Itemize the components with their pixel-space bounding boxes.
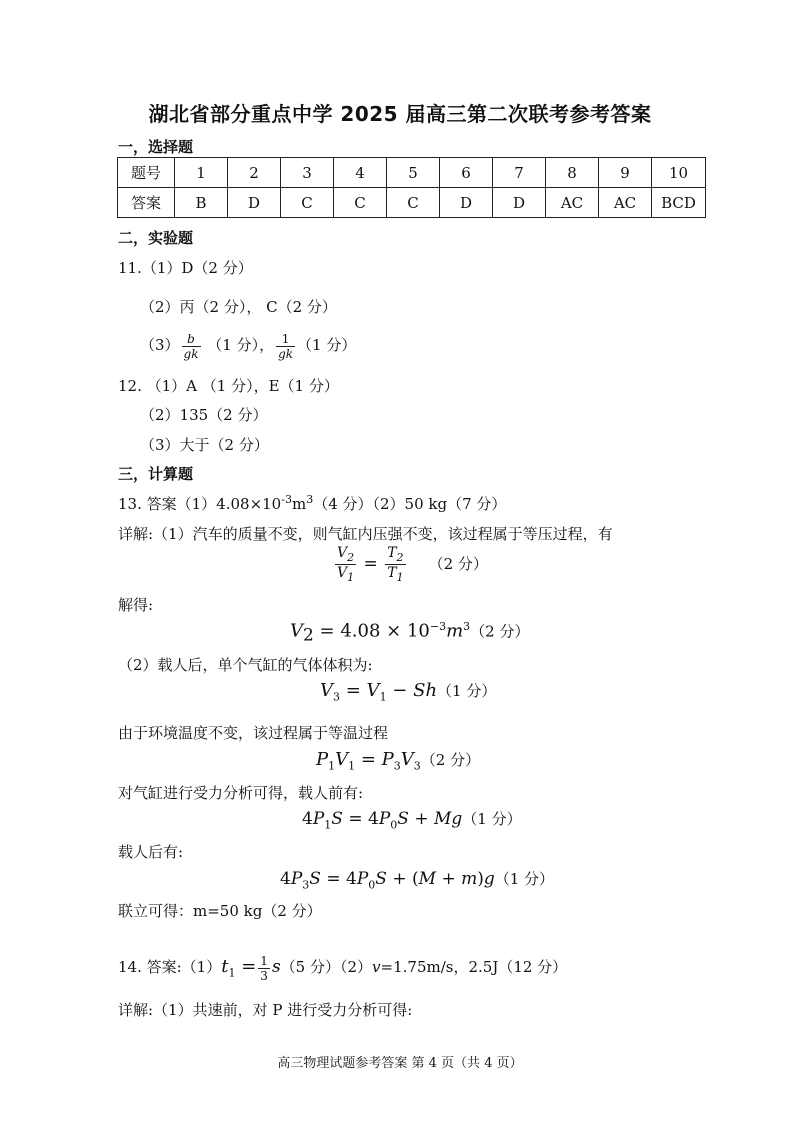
q13-answer: [118, 493, 506, 514]
eq2-exp: −3: [429, 620, 447, 633]
equation-2: [290, 620, 529, 646]
eq2-v: V: [290, 620, 303, 642]
q14-rest: =1.75m/s，2.5J（12 分）: [380, 958, 568, 976]
q11-part3-prefix: （3）: [140, 336, 180, 354]
answer-table: [117, 157, 706, 218]
fraction-1-over-gk: [276, 333, 295, 360]
fraction-numerator: b: [182, 333, 201, 347]
q12-part3: （3）大于（2 分）: [140, 436, 269, 454]
q11-part3-mid: （1 分），: [202, 336, 275, 354]
equation-5-note: （1 分）: [462, 810, 522, 828]
equation-1: $\frac{V_2}{V_1}$ = $\frac{T_2}{T_1}$ （2 分）: [337, 545, 488, 584]
q13-answer-b: m: [291, 495, 307, 513]
eq2-sub: 2: [303, 625, 314, 646]
q12-part1: 12. （1）A （1 分），E（1 分）: [118, 377, 339, 395]
table-cell: 2: [228, 158, 281, 188]
q13-part2-text: （2）载人后，单个气缸的气体体积为:: [118, 656, 373, 674]
fraction-1-over-3: [258, 955, 270, 982]
q11-part2: （2）丙（2 分）， C（2 分）: [140, 298, 337, 316]
fraction-numerator: 1: [260, 953, 268, 968]
table-cell: 5: [387, 158, 440, 188]
equation-2-note: （2 分）: [470, 622, 530, 641]
q13-detail1: 详解:（1）汽车的质量不变，则气缸内压强不变，该过程属于等压过程，有: [118, 525, 613, 543]
q13-answer-exp: -3: [281, 493, 292, 506]
q14-prefix: 14. 答案:（1）: [118, 958, 222, 976]
fraction-denominator: 3: [260, 968, 268, 983]
table-cell: 3: [281, 158, 334, 188]
table-cell: 4: [334, 158, 387, 188]
table-cell: BCD: [652, 188, 706, 218]
eq2-exp2: 3: [463, 620, 471, 633]
q13-isothermal-text: 由于环境温度不变，该过程属于等温过程: [118, 724, 389, 742]
q14-v: v: [372, 958, 381, 976]
q13-force-text: 对气缸进行受力分析可得，载人前有:: [118, 784, 364, 802]
q13-combine-text: 联立可得：m=50 kg（2 分）: [118, 902, 322, 920]
equation-3-note: （1 分）: [437, 682, 497, 700]
q13-solve-label: 解得:: [118, 596, 154, 614]
table-row: [118, 188, 706, 218]
q13-after-text: 载人后有:: [118, 843, 184, 861]
table-cell: 7: [493, 158, 546, 188]
fraction-v2-v1: $\frac{V_2}{V_1}$: [337, 545, 355, 584]
table-row: [118, 158, 706, 188]
eq2-m: m: [446, 620, 464, 642]
fraction-b-over-gk: [182, 333, 201, 360]
page-footer: 高三物理试题参考答案 第 4 页（共 4 页）: [277, 1056, 523, 1071]
equation-4: $P_1V_1 = P_3V_3(2$ 分）: [316, 749, 481, 773]
equation-3: $V_3 = V_1 - Sh(1$ 分）: [320, 680, 497, 704]
eq2-value: = 4.08 × 10: [313, 620, 430, 642]
table-cell: C: [334, 188, 387, 218]
table-cell: 答案: [118, 188, 175, 218]
q14-mid: （5 分）（2）: [280, 958, 373, 976]
table-cell: 题号: [118, 158, 175, 188]
equation-5: $4P_1S = 4P_0S + Mg(1$ 分）: [302, 809, 522, 832]
q11-part1: 11.（1）D（2 分）: [118, 259, 253, 277]
q14-detail: 详解:（1）共速前，对 P 进行受力分析可得:: [118, 1001, 413, 1019]
equation-6: $4P_3S = 4P_0S + (M + m)g(1$ 分）: [280, 869, 555, 892]
equation-4-note: （2 分）: [420, 751, 481, 769]
equation-6-note: （1 分）: [494, 870, 555, 888]
table-cell: AC: [546, 188, 599, 218]
q12-part2: （2）135（2 分）: [140, 406, 268, 424]
fraction-denominator: gk: [183, 346, 199, 361]
table-cell: 10: [652, 158, 706, 188]
table-cell: 1: [175, 158, 228, 188]
table-cell: 8: [546, 158, 599, 188]
table-cell: AC: [599, 188, 652, 218]
table-cell: D: [440, 188, 493, 218]
table-cell: 6: [440, 158, 493, 188]
q11-part3-suffix: （1 分）: [297, 336, 357, 354]
table-cell: B: [175, 188, 228, 218]
fraction-t2-t1: $\frac{T_2}{T_1}$: [387, 545, 404, 584]
fraction-numerator: 1: [276, 333, 295, 347]
section-experiment-heading: 二，实验题: [118, 229, 194, 247]
section-calculation-heading: 三，计算题: [118, 465, 194, 483]
table-cell: C: [281, 188, 334, 218]
q11-part3: [140, 330, 356, 360]
table-cell: 9: [599, 158, 652, 188]
q13-answer-a: 13. 答案（1）4.08×10: [118, 495, 282, 513]
q14-answer: 14. 答案$:(1)t_1$ = $\frac{1}{3}$ s（5 分）（2）v=1.75m/s，2.5J（12 分）: [118, 953, 568, 983]
q13-answer-exp2: 3: [306, 493, 314, 506]
fraction-denominator: gk: [278, 346, 294, 361]
table-cell: C: [387, 188, 440, 218]
table-cell: D: [228, 188, 281, 218]
section-choice-heading: 一，选择题: [118, 138, 194, 156]
q13-answer-c: （4 分）（2）50 kg（7 分）: [313, 495, 507, 513]
table-cell: D: [493, 188, 546, 218]
equation-1-note: （2 分）: [428, 554, 488, 573]
page-title: 湖北省部分重点中学 2025 届高三第二次联考参考答案: [148, 102, 652, 126]
